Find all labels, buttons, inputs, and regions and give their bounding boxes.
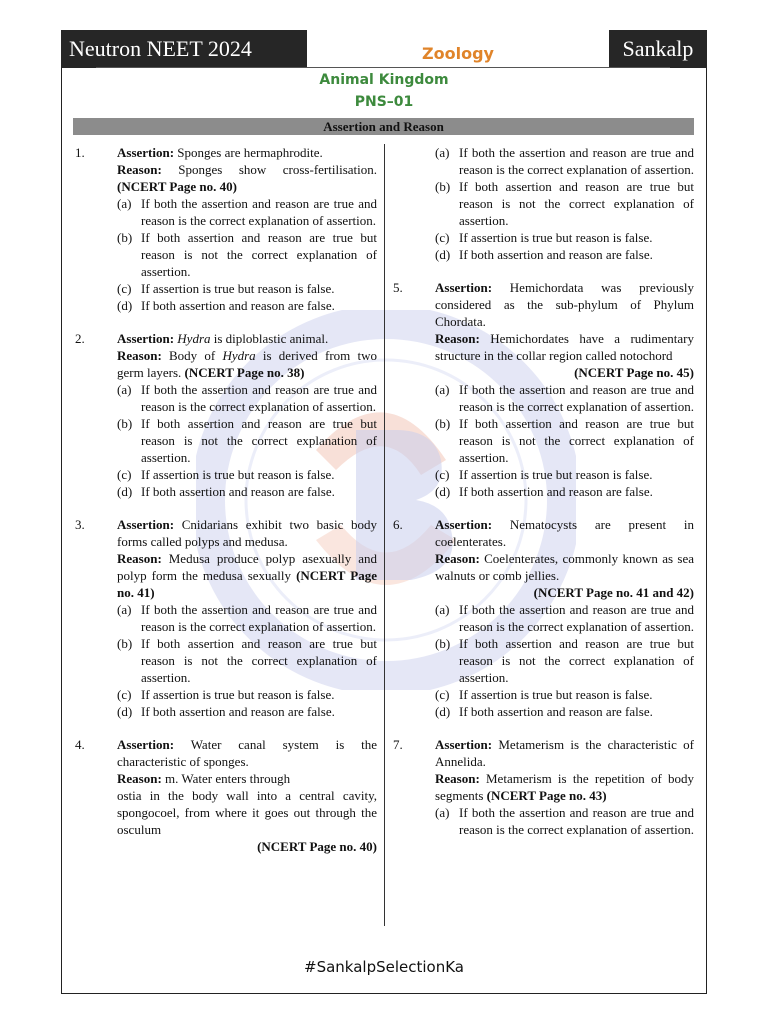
option-c: (c) If assertion is true but reason is false. (435, 687, 653, 702)
question-6 (391, 516, 694, 720)
assertion: Assertion: Cnidarians exhibit two basic body forms called polyps and medusa. (117, 517, 378, 549)
reason-continued: ostia in the body wall into a central cavity, spongocoel, from where it goes out through the osculum (117, 788, 377, 837)
options-list (117, 195, 377, 314)
option-b: (b) If both assertion and reason are true but reason is not the correct explanation of assertion. (117, 416, 377, 465)
option-b: (b) If both assertion and reason are true but reason is not the correct explanation of assertion. (117, 230, 377, 279)
ncert-reference: (NCERT Page no. 43) (486, 788, 607, 803)
question-5 (391, 279, 694, 500)
question-1 (73, 144, 377, 314)
options-list (435, 601, 694, 720)
options-list (435, 144, 694, 263)
ncert-reference: (NCERT Page no. 45) (574, 365, 694, 380)
option-b: (b) If both assertion and reason are true but reason is not the correct explanation of assertion. (435, 416, 694, 465)
assertion: Assertion: Water canal system is the characteristic of sponges. (117, 737, 378, 769)
question-3 (73, 516, 377, 720)
option-c: (c) If assertion is true but reason is false. (117, 467, 335, 482)
ncert-reference: (NCERT Page no. 38) (184, 365, 305, 380)
question-number: 2. (75, 331, 85, 346)
footer-hashtag: #SankalpSelectionKa (304, 958, 464, 976)
options-list (435, 804, 694, 838)
left-column (73, 144, 377, 855)
reason: Reason: Body of Hydra is derived from two germ layers. (NCERT Page no. 38) (117, 348, 378, 380)
option-b: (b) If both assertion and reason are true but reason is not the correct explanation of assertion. (435, 179, 694, 228)
question-number: 7. (393, 737, 403, 752)
reason: Reason: Sponges show cross-fertilisation. (NCERT Page no. 40) (117, 162, 378, 194)
option-b: (b) If both assertion and reason are true but reason is not the correct explanation of assertion. (435, 636, 694, 685)
section-heading: Assertion and Reason (73, 118, 694, 135)
options-list (435, 381, 694, 500)
question-4-options (391, 144, 694, 263)
reason: Reason: Coelenterates, commonly known as sea walnuts or comb jellies. (435, 551, 694, 583)
assertion: Assertion: Sponges are hermaphrodite. (117, 145, 323, 160)
ncert-reference: (NCERT Page no. 41) (117, 568, 378, 600)
question-7 (391, 736, 694, 838)
option-a: (a) If both the assertion and reason are true and reason is the correct explanation of assertion. (435, 145, 694, 177)
header-rule (96, 67, 670, 68)
option-a: (a) If both the assertion and reason are true and reason is the correct explanation of assertion. (435, 602, 694, 634)
assertion: Assertion: Metamerism is the characteristic of Annelida. (435, 737, 695, 769)
chapter-title: Animal Kingdom (319, 72, 449, 88)
option-b: (b) If both assertion and reason are true but reason is not the correct explanation of assertion. (117, 636, 377, 685)
assertion: Assertion: Hydra is diploblastic animal. (117, 331, 329, 346)
question-number: 6. (393, 517, 403, 532)
options-list (117, 601, 377, 720)
option-c: (c) If assertion is true but reason is false. (117, 687, 335, 702)
option-d: (d) If both assertion and reason are false. (117, 484, 335, 499)
question-2 (73, 330, 377, 500)
option-a: (a) If both the assertion and reason are true and reason is the correct explanation of assertion. (117, 382, 377, 414)
ncert-reference: (NCERT Page no. 40) (117, 179, 237, 194)
option-a: (a) If both the assertion and reason are true and reason is the correct explanation of assertion. (435, 805, 694, 837)
option-d: (d) If both assertion and reason are false. (435, 247, 653, 262)
option-a: (a) If both the assertion and reason are true and reason is the correct explanation of assertion. (117, 602, 377, 634)
option-d: (d) If both assertion and reason are false. (117, 704, 335, 719)
header-title-left: Neutron NEET 2024 (61, 30, 307, 68)
assertion: Assertion: Hemichordata was previously considered as the sub-phylum of Phylum Chordata. (435, 280, 695, 329)
question-number: 1. (75, 145, 85, 160)
option-a: (a) If both the assertion and reason are true and reason is the correct explanation of assertion. (435, 382, 694, 414)
right-column (391, 144, 694, 838)
ncert-reference: (NCERT Page no. 40) (257, 839, 377, 854)
header-subject: Zoology (307, 30, 609, 68)
options-list (117, 381, 377, 500)
option-c: (c) If assertion is true but reason is false. (435, 467, 653, 482)
reason: Reason: m. Water enters through (117, 771, 291, 786)
question-number: 5. (393, 280, 403, 295)
question-4 (73, 736, 377, 855)
reason: Reason: Medusa produce polyp asexually and polyp form the medusa sexually (NCERT Page no. 41) (117, 551, 378, 600)
option-d: (d) If both assertion and reason are false. (435, 484, 653, 499)
option-c: (c) If assertion is true but reason is false. (435, 230, 653, 245)
question-number: 4. (75, 737, 85, 752)
sheet-code: PNS–01 (354, 94, 414, 110)
reason: Reason: Hemichordates have a rudimentary structure in the collar region called notochord (435, 331, 694, 363)
assertion: Assertion: Nematocysts are present in coelenterates. (435, 517, 694, 549)
reason: Reason: Metamerism is the repetition of body segments (NCERT Page no. 43) (435, 771, 694, 803)
column-divider (384, 144, 385, 926)
option-d: (d) If both assertion and reason are false. (117, 298, 335, 313)
header-title-right: Sankalp (609, 30, 707, 68)
question-number: 3. (75, 517, 85, 532)
option-d: (d) If both assertion and reason are false. (435, 704, 653, 719)
option-c: (c) If assertion is true but reason is false. (117, 281, 335, 296)
ncert-reference: (NCERT Page no. 41 and 42) (533, 585, 694, 600)
option-a: (a) If both the assertion and reason are true and reason is the correct explanation of assertion. (117, 196, 377, 228)
